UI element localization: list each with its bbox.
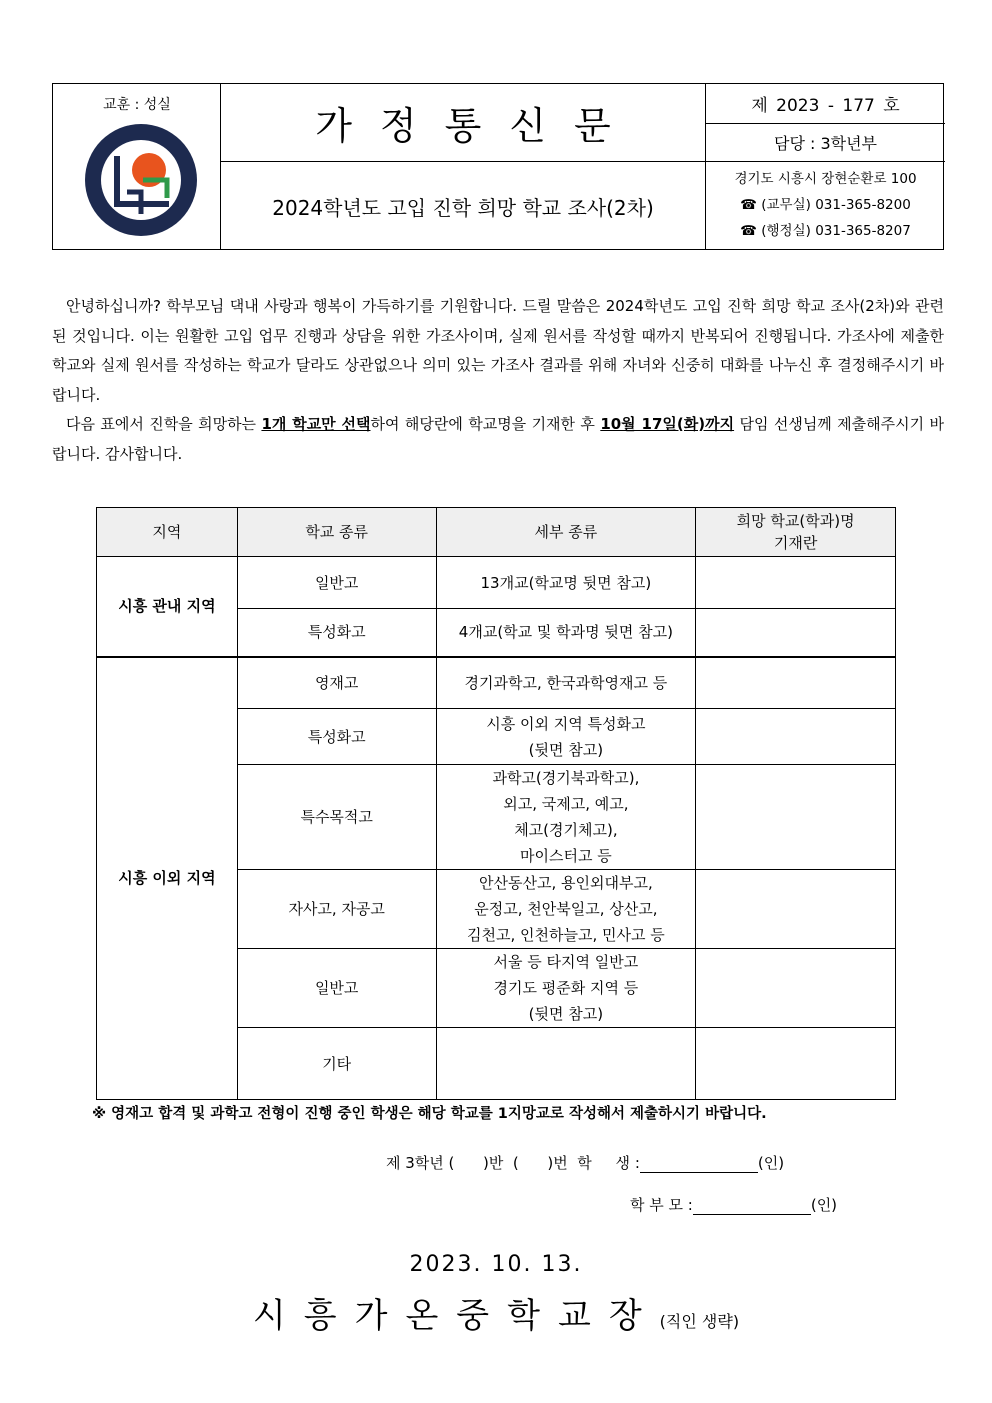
student-signature-line bbox=[386, 1152, 784, 1173]
phone-office: ☎ (교무실) 031-365-8200 bbox=[740, 197, 911, 213]
detail-type-cell bbox=[436, 1028, 696, 1100]
detail-type-cell: 시흥 이외 지역 특성화고 (뒷면 참고) bbox=[436, 709, 696, 765]
detail-type-cell: 13개교(학교명 뒷면 참고) bbox=[436, 557, 696, 609]
principal-name bbox=[0, 1288, 992, 1337]
department-in-charge: 담당 : 3학년부 bbox=[706, 124, 945, 162]
header-region: 지역 bbox=[97, 508, 238, 557]
header-school-type: 학교 종류 bbox=[237, 508, 436, 557]
info-column bbox=[705, 84, 945, 249]
student-signature-label: 제 3학년 ( )반 ( )번 학 생 : bbox=[386, 1154, 640, 1172]
letter-header bbox=[52, 83, 944, 250]
school-type-cell: 영재고 bbox=[237, 657, 436, 709]
detail-type-cell: 4개교(학교 및 학과명 뒷면 참고) bbox=[436, 609, 696, 657]
phone-admin: ☎ (행정실) 031-365-8207 bbox=[740, 223, 911, 239]
desired-school-entry[interactable] bbox=[696, 949, 896, 1028]
school-type-cell: 특성화고 bbox=[237, 709, 436, 765]
seal-mark: (인) bbox=[757, 1154, 785, 1172]
desired-school-entry[interactable] bbox=[696, 557, 896, 609]
underlined-one-school: 1개 학교만 선택 bbox=[261, 415, 371, 433]
detail-type-cell: 안산동산고, 용인외대부고, 운정고, 천안북일고, 상산고, 김천고, 인천하늘고, 민사고 등 bbox=[436, 870, 696, 949]
document-title: 가정통신문 bbox=[221, 84, 705, 162]
region-siheung-inside: 시흥 관내 지역 bbox=[97, 557, 238, 657]
text-span: 담임 선생님께 제출해주시기 바랍니다. 감사합니다. bbox=[52, 415, 944, 463]
detail-type-cell: 과학고(경기북과학고), 외고, 국제고, 예고, 체고(경기체고), 마이스터고 등 bbox=[436, 765, 696, 870]
school-type-cell: 일반고 bbox=[237, 949, 436, 1028]
region-siheung-outside: 시흥 이외 지역 bbox=[97, 657, 238, 1100]
text-span: 하여 해당란에 학교명을 기재한 후 bbox=[370, 415, 601, 433]
logo-cell bbox=[53, 84, 221, 249]
detail-type-cell: 경기과학고, 한국과학영재고 등 bbox=[436, 657, 696, 709]
school-motto: 교훈 : 성실 bbox=[103, 97, 171, 113]
parent-signature-label: 학 부 모 : bbox=[630, 1196, 693, 1214]
desired-school-entry[interactable] bbox=[696, 765, 896, 870]
desired-school-entry[interactable] bbox=[696, 609, 896, 657]
desired-school-entry[interactable] bbox=[696, 870, 896, 949]
school-type-cell: 기타 bbox=[237, 1028, 436, 1100]
principal-title: 시흥가온중학교장 bbox=[252, 1296, 660, 1336]
letter-body bbox=[52, 292, 944, 469]
underlined-deadline: 10월 17일(화)까지 bbox=[600, 415, 735, 433]
body-paragraph-2 bbox=[52, 410, 944, 469]
header-detail-type: 세부 종류 bbox=[436, 508, 696, 557]
school-type-cell: 자사고, 자공고 bbox=[237, 870, 436, 949]
desired-school-entry[interactable] bbox=[696, 1028, 896, 1100]
school-type-cell: 일반고 bbox=[237, 557, 436, 609]
parent-signature-line bbox=[630, 1194, 837, 1215]
issue-number: 제 2023 - 177 호 bbox=[706, 84, 945, 124]
text-span: 다음 표에서 진학을 희망하는 bbox=[66, 415, 262, 433]
desired-school-entry[interactable] bbox=[696, 709, 896, 765]
document-subtitle: 2024학년도 고입 진학 희망 학교 조사(2차) bbox=[272, 196, 654, 220]
body-paragraph-1: 안녕하십니까? 학부모님 댁내 사랑과 행복이 가득하기를 기원합니다. 드릴 말씀은 2024학년도 고입 진학 희망 학교 조사(2차)와 관련된 것입니다. 이는 원활한 고입 업무 진행과 상담을 위한 가조사이며, 실제 원서를 작성할 때까지 반복되어 진행됩니다. 가조사에 제출한 학교와 실제 원서를 작성하는 학교가 달라도 상관없으나 의미 있는 가조사 결과를 위해 자녀와 신중히 대화를 나누신 후 결정해주시기 바랍니다. bbox=[52, 297, 944, 404]
detail-type-cell: 서울 등 타지역 일반고 경기도 평준화 지역 등 (뒷면 참고) bbox=[436, 949, 696, 1028]
parent-name-field[interactable] bbox=[693, 1198, 811, 1215]
footnote: ※ 영재고 합격 및 과학고 전형이 진행 중인 학생은 해당 학교를 1지망교로 작성해서 제출하시기 바랍니다. bbox=[92, 1106, 767, 1122]
seal-omitted-note: (직인 생략) bbox=[659, 1312, 740, 1331]
survey-table bbox=[96, 507, 896, 1100]
desired-school-entry[interactable] bbox=[696, 657, 896, 709]
header-desired-school: 희망 학교(학과)명 기재란 bbox=[696, 508, 896, 557]
issue-date: 2023. 10. 13. bbox=[409, 1252, 583, 1277]
school-logo bbox=[83, 122, 199, 238]
school-type-cell: 특수목적고 bbox=[237, 765, 436, 870]
student-name-field[interactable] bbox=[640, 1156, 758, 1173]
seal-mark: (인) bbox=[810, 1196, 838, 1214]
contact-info bbox=[706, 162, 945, 251]
school-type-cell: 특성화고 bbox=[237, 609, 436, 657]
school-address: 경기도 시흥시 장현순환로 100 bbox=[734, 171, 917, 187]
